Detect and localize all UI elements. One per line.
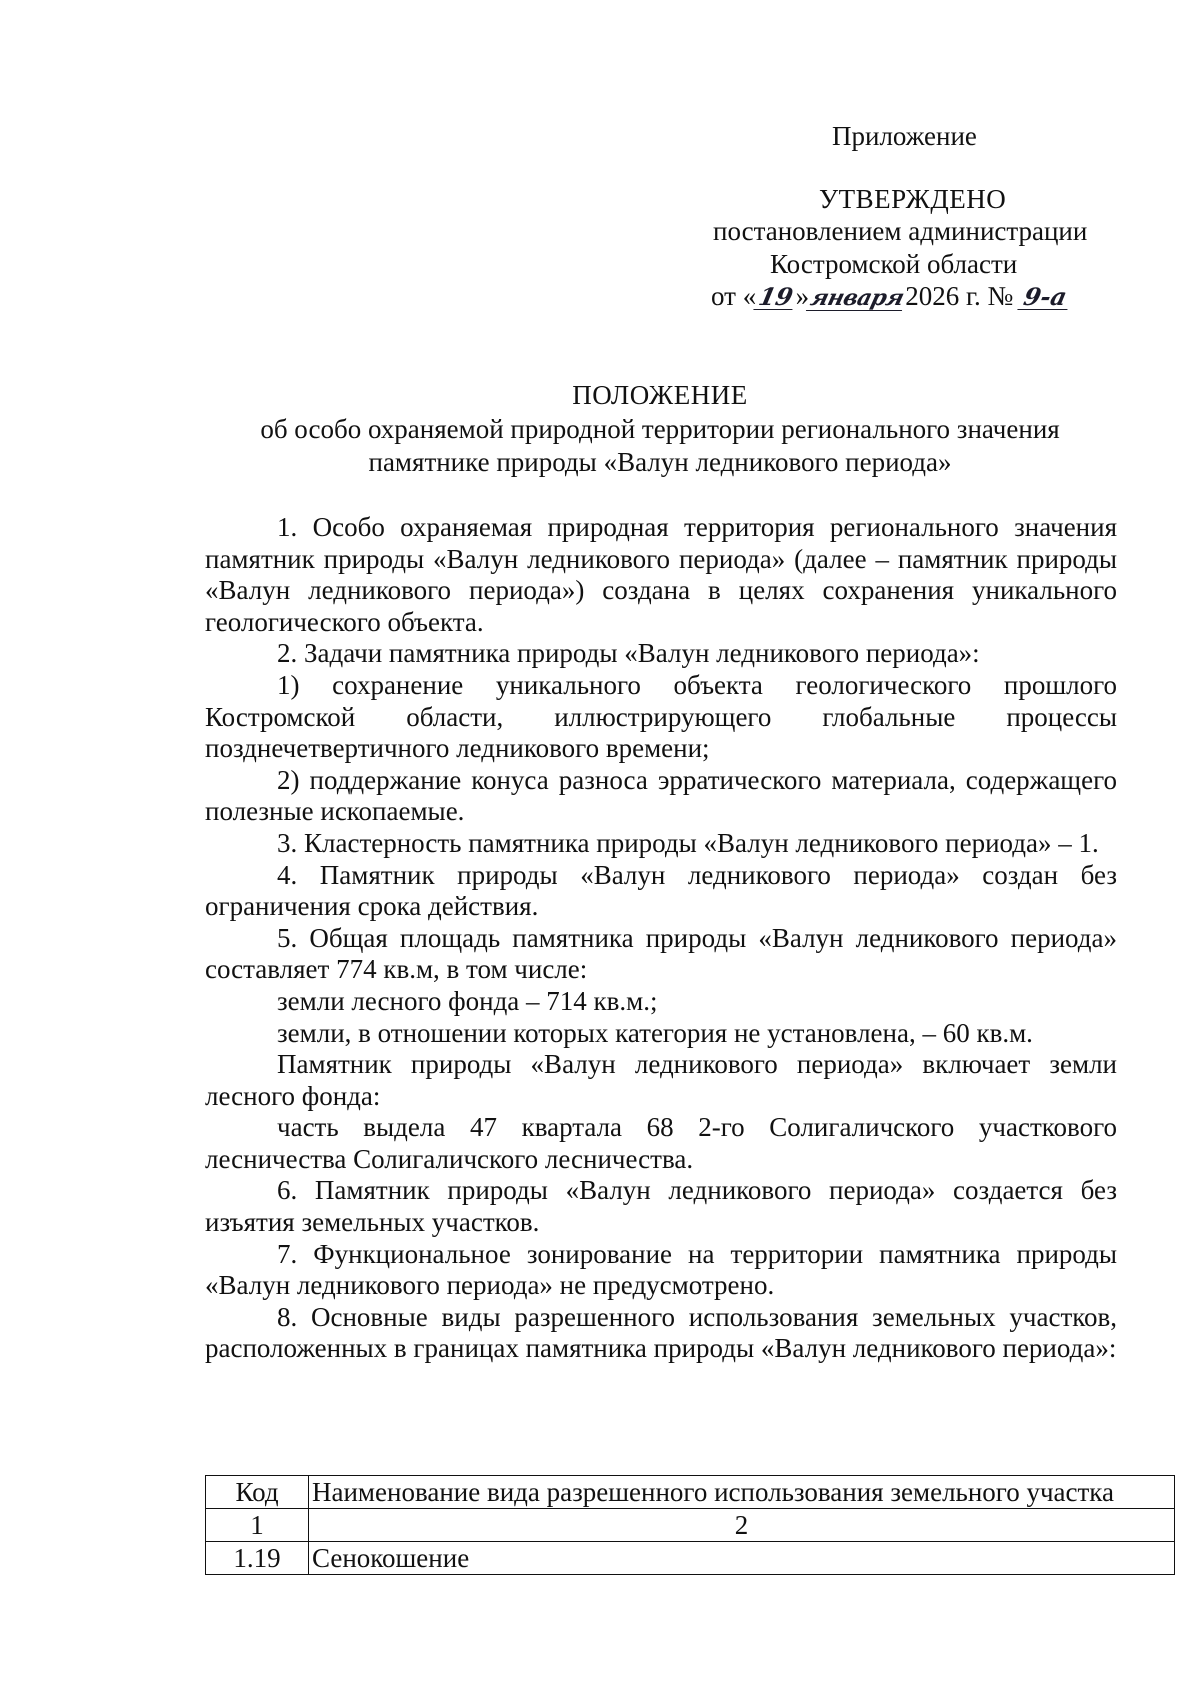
document-subtitle-line-1: об особо охраняемой природной территории регионального значения	[260, 414, 1060, 444]
table-cell-name: Сенокошение	[309, 1542, 1175, 1575]
column-header-name: Наименование вида разрешенного использования земельного участка	[309, 1476, 1175, 1509]
column-header-code: Код	[206, 1476, 309, 1509]
handwritten-doc-number: 9-а	[1017, 285, 1073, 310]
decree-date-line	[711, 281, 1070, 312]
handwritten-month: января	[807, 285, 907, 311]
date-prefix: от «	[711, 281, 757, 311]
land-use-table	[205, 1475, 1175, 1575]
paragraph-4: 4. Памятник природы «Валун ледникового периода» создан без ограничения срока действия.	[205, 859, 1117, 922]
paragraph-5: 5. Общая площадь памятника природы «Валун ледникового периода» составляет 774 кв.м, в том числе:	[205, 922, 1117, 985]
handwritten-day: 19	[754, 285, 799, 310]
paragraph-2-item-2: 2) поддержание конуса разноса эрратического материала, содержащего полезные ископаемые.	[205, 764, 1117, 827]
paragraph-2-item-1: 1) сохранение уникального объекта геологического прошлого Костромской области, иллюстрирующего глобальные процессы позднечетвертичного ледникового времени;	[205, 669, 1117, 764]
paragraph-5-forest-plot: часть выдела 47 квартала 68 2-го Солигаличского участкового лесничества Солигаличского лесничества.	[205, 1112, 1117, 1174]
document-body	[205, 512, 1117, 1365]
document-title: ПОЛОЖЕНИЕ	[572, 380, 748, 410]
paragraph-1: 1. Особо охраняемая природная территория регионального значения памятник природы «Валун ледникового периода» (далее – памятник природы «Валун ледникового периода») создана в целях сохранения уникального геологического объекта.	[205, 512, 1117, 637]
approved-stamp-label: УТВЕРЖДЕНО	[819, 184, 1007, 214]
date-year: 2026 г. №	[905, 281, 1014, 311]
paragraph-8: 8. Основные виды разрешенного использования земельных участков, расположенных в границах памятника природы «Валун ледникового периода»:	[205, 1301, 1117, 1364]
paragraph-7: 7. Функциональное зонирование на территории памятника природы «Валун ледникового периода» не предусмотрено.	[205, 1238, 1117, 1301]
appendix-label: Приложение	[832, 121, 977, 151]
table-row	[206, 1542, 1175, 1575]
decree-line-2: Костромской области	[770, 249, 1018, 279]
paragraph-6: 6. Памятник природы «Валун ледникового периода» создается без изъятия земельных участков.	[205, 1175, 1117, 1238]
paragraph-3: 3. Кластерность памятника природы «Валун ледникового периода» – 1.	[277, 827, 1099, 858]
table-header-row	[206, 1476, 1175, 1509]
paragraph-5-other-land: земли, в отношении которых категория не установлена, – 60 кв.м.	[277, 1017, 1033, 1048]
column-number-1: 1	[206, 1509, 309, 1542]
document-subtitle-line-2: памятнике природы «Валун ледникового периода»	[368, 447, 952, 477]
table-cell-code: 1.19	[206, 1542, 309, 1575]
paragraph-2: 2. Задачи памятника природы «Валун ледникового периода»:	[277, 638, 980, 669]
date-mid: »	[795, 281, 810, 311]
decree-line-1: постановлением администрации	[713, 216, 1088, 246]
paragraph-5-forest-land: земли лесного фонда – 714 кв.м.;	[277, 985, 658, 1016]
table-numbering-row	[206, 1509, 1175, 1542]
column-number-2: 2	[309, 1509, 1175, 1542]
paragraph-5-includes: Памятник природы «Валун ледникового периода» включает земли лесного фонда:	[205, 1049, 1117, 1111]
